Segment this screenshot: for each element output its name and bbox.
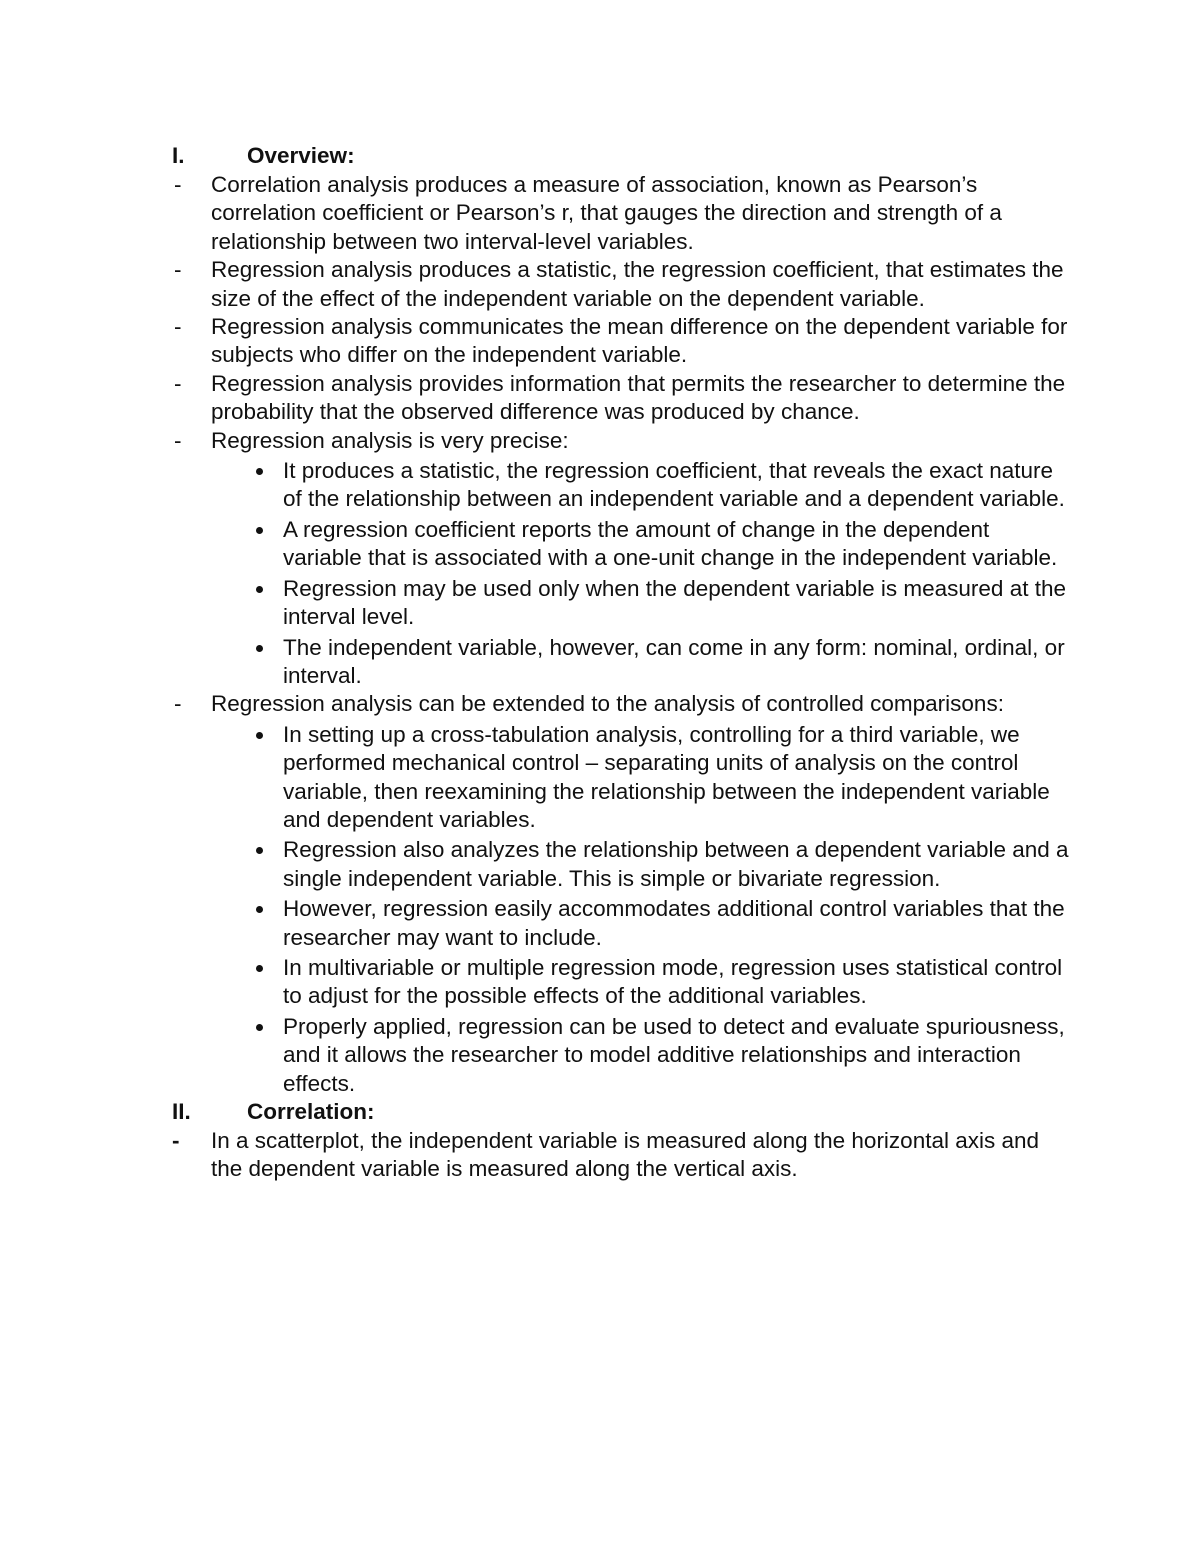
sub-list-item (172, 1013, 1072, 1098)
dash-marker: - (174, 370, 182, 396)
section-heading-overview (172, 142, 1072, 171)
dash-marker: - (174, 257, 182, 283)
list-item (172, 690, 1072, 718)
list-item (172, 1127, 1072, 1184)
list-item (172, 256, 1072, 313)
bullet-icon (256, 732, 263, 739)
sub-list-item (172, 836, 1072, 893)
list-item-text: Regression analysis can be extended to the analysis of controlled comparisons: (211, 691, 1004, 717)
dash-marker: - (172, 1128, 180, 1153)
bullet-icon (256, 586, 263, 593)
section-heading-correlation (172, 1098, 1072, 1127)
list-item-text: Regression analysis produces a statistic, the regression coefficient, that estimates the size of the effect of the independent variable on the dependent variable. (211, 257, 1064, 311)
sub-list-item-text: The independent variable, however, can come in any form: nominal, ordinal, or interval. (283, 634, 1065, 688)
sub-list-item-text: In multivariable or multiple regression mode, regression uses statistical control to adjust for the possible effects of the additional variables. (283, 954, 1063, 1009)
section-numeral: I. (172, 143, 185, 168)
sub-list-item-text: Properly applied, regression can be used to detect and evaluate spuriousness, and it allows the researcher to model additive relationships and interaction effects. (283, 1013, 1065, 1096)
sub-list-item (172, 575, 1072, 632)
bullet-icon (256, 847, 263, 854)
bullet-icon (256, 906, 263, 913)
list-item (172, 427, 1072, 455)
list-item-text: Regression analysis is very precise: (211, 427, 569, 453)
sub-list-item (172, 895, 1072, 952)
sub-list-item-text: A regression coefficient reports the amount of change in the dependent variable that is associated with a one-unit change in the independent variable. (283, 516, 1058, 571)
bullet-icon (256, 965, 263, 972)
list-item-text: Regression analysis communicates the mean difference on the dependent variable for subjects who differ on the independent variable. (211, 314, 1068, 368)
list-item (172, 370, 1072, 427)
dash-marker: - (174, 427, 182, 453)
section-numeral: II. (172, 1099, 191, 1124)
sub-list-item (172, 516, 1072, 573)
sub-list-item (172, 634, 1072, 691)
section-title: Correlation: (247, 1099, 375, 1124)
list-item (172, 171, 1072, 256)
list-item-text: Correlation analysis produces a measure of association, known as Pearson’s correlation coefficient or Pearson’s r, that gauges the direction and strength of a relationship between two interval-level variables. (211, 172, 1002, 254)
sub-list-item (172, 721, 1072, 835)
bullet-icon (256, 527, 263, 534)
dash-marker: - (174, 172, 182, 197)
sub-list-item (172, 457, 1072, 514)
sub-list-item-text: It produces a statistic, the regression coefficient, that reveals the exact nature of the relationship between an independent variable and a dependent variable. (283, 458, 1065, 512)
list-item-text: In a scatterplot, the independent variable is measured along the horizontal axis and the dependent variable is measured along the vertical axis. (211, 1128, 1040, 1182)
list-item-text: Regression analysis provides information that permits the researcher to determine the probability that the observed difference was produced by chance. (211, 370, 1066, 425)
sub-list-item-text: In setting up a cross-tabulation analysis, controlling for a third variable, we performed mechanical control – separating units of analysis on the control variable, then reexamining the relationship between the independent variable and dependent variables. (283, 721, 1050, 832)
sub-list-item-text: Regression also analyzes the relationship between a dependent variable and a single independent variable. This is simple or bivariate regression. (283, 837, 1069, 891)
dash-marker: - (174, 314, 182, 340)
bullet-icon (256, 645, 263, 652)
sub-list-item-text: However, regression easily accommodates additional control variables that the researcher may want to include. (283, 896, 1065, 950)
bullet-icon (256, 468, 263, 475)
section-title: Overview: (247, 143, 355, 168)
document-content (172, 142, 1072, 1184)
sub-list-item-text: Regression may be used only when the dependent variable is measured at the interval level. (283, 575, 1066, 630)
dash-marker: - (174, 691, 182, 717)
sub-list-item (172, 954, 1072, 1011)
bullet-icon (256, 1024, 263, 1031)
list-item (172, 313, 1072, 370)
